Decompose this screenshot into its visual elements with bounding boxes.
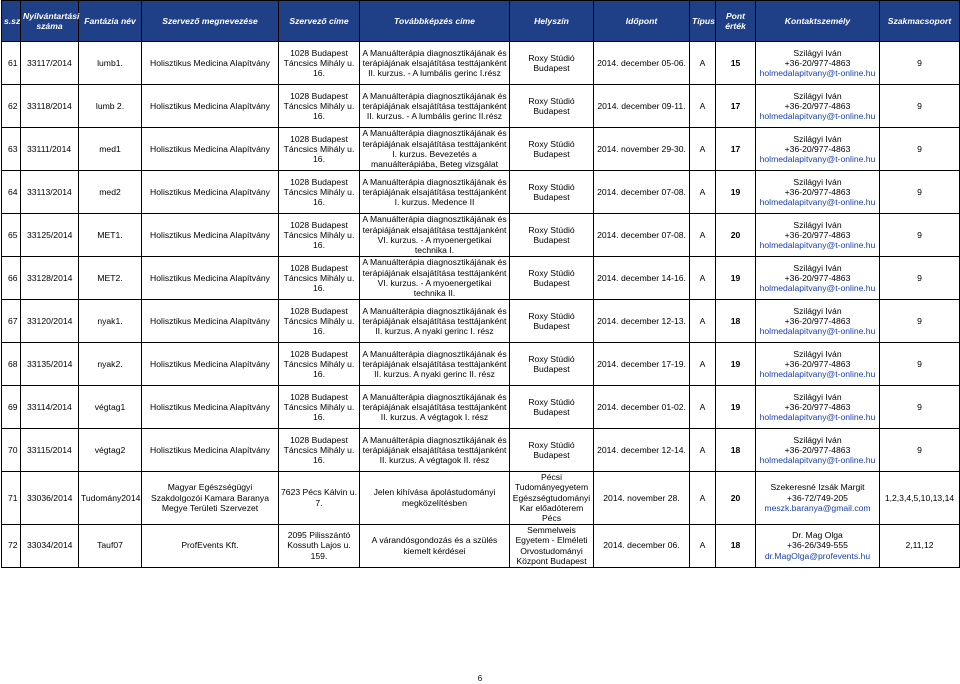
- organizer-name: Holisztikus Medicina Alapítvány: [142, 386, 279, 429]
- contact-name: Dr. Mag Olga: [792, 530, 843, 541]
- row-index: 67: [2, 300, 21, 343]
- points-value: 19: [716, 257, 756, 300]
- table-row: [2, 386, 960, 429]
- contact-person: [756, 42, 880, 85]
- registry-number: 33118/2014: [21, 85, 79, 128]
- fantasy-name: Tauf07: [79, 524, 142, 567]
- organizer-address: 1028 Budapest Táncsics Mihály u. 16.: [279, 85, 360, 128]
- table-row: [2, 343, 960, 386]
- row-index: 65: [2, 214, 21, 257]
- contact-phone: +36-20/977-4863: [784, 401, 851, 412]
- row-index: 69: [2, 386, 21, 429]
- contact-person: [756, 472, 880, 525]
- organizer-name: Holisztikus Medicina Alapítvány: [142, 128, 279, 171]
- header-points: Pont érték: [716, 1, 756, 42]
- header-organizer-address: Szervező címe: [279, 1, 360, 42]
- header-contact: Kontaktszemély: [756, 1, 880, 42]
- table-body: [2, 42, 960, 568]
- course-date: 2014. december 06.: [594, 524, 690, 567]
- organizer-name: Holisztikus Medicina Alapítvány: [142, 171, 279, 214]
- venue: Roxy Stúdió Budapest: [510, 343, 594, 386]
- organizer-address: 1028 Budapest Táncsics Mihály u. 16.: [279, 42, 360, 85]
- organizer-name: Holisztikus Medicina Alapítvány: [142, 85, 279, 128]
- professional-group: 9: [880, 429, 960, 472]
- course-type: A: [690, 257, 716, 300]
- header-index: s.sz: [2, 1, 21, 42]
- contact-phone: +36-20/977-4863: [784, 57, 851, 68]
- course-title: A Manuálterápia diagnosztikájának és terápiájának elsajátítása testtájanként II. kurzus. - A lumbális gerinc II.rész: [360, 85, 510, 128]
- fantasy-name: lumb1.: [79, 42, 142, 85]
- course-title: A Manuálterápia diagnosztikájának és terápiájának elsajátítása testtájanként II. kurzus. - A lumbális gerinc I.rész: [360, 42, 510, 85]
- contact-name: Szilágyi Iván: [793, 176, 842, 187]
- fantasy-name: nyak1.: [79, 300, 142, 343]
- course-date: 2014. december 07-08.: [594, 214, 690, 257]
- course-type: A: [690, 472, 716, 525]
- points-value: 19: [716, 171, 756, 214]
- row-index: 71: [2, 472, 21, 525]
- header-row: [2, 1, 960, 42]
- contact-name: Szilágyi Iván: [793, 348, 842, 359]
- registry-number: 33120/2014: [21, 300, 79, 343]
- contact-email: holmedalapitvany@t-online.hu: [759, 369, 876, 380]
- contact-person: [756, 85, 880, 128]
- course-title: A várandósgondozás és a szülés kiemelt kérdései: [360, 524, 510, 567]
- venue: Semmelweis Egyetem - Elméleti Orvostudományi Központ Budapest: [510, 524, 594, 567]
- professional-group: 9: [880, 171, 960, 214]
- professional-group: 9: [880, 386, 960, 429]
- row-index: 72: [2, 524, 21, 567]
- points-value: 19: [716, 386, 756, 429]
- contact-person: [756, 300, 880, 343]
- contact-person: [756, 214, 880, 257]
- contact-phone: +36-20/977-4863: [784, 229, 851, 240]
- course-type: A: [690, 343, 716, 386]
- venue: Roxy Stúdió Budapest: [510, 429, 594, 472]
- course-title: A Manuálterápia diagnosztikájának és terápiájának elsajátítása testtájanként II. kurzus. A nyaki gerinc II. rész: [360, 343, 510, 386]
- course-date: 2014. december 05-06.: [594, 42, 690, 85]
- contact-person: [756, 429, 880, 472]
- registry-number: 33034/2014: [21, 524, 79, 567]
- fantasy-name: végtag2: [79, 429, 142, 472]
- venue: Roxy Stúdió Budapest: [510, 128, 594, 171]
- course-type: A: [690, 42, 716, 85]
- contact-person: [756, 343, 880, 386]
- professional-group: 9: [880, 42, 960, 85]
- contact-person: [756, 171, 880, 214]
- points-value: 18: [716, 429, 756, 472]
- contact-phone: +36-20/977-4863: [784, 315, 851, 326]
- organizer-name: Magyar Egészségügyi Szakdolgozói Kamara Baranya Megye Területi Szervezet: [142, 472, 279, 525]
- contact-person: [756, 257, 880, 300]
- professional-group: 9: [880, 300, 960, 343]
- contact-email: meszk.baranya@gmail.com: [764, 502, 871, 513]
- page-number: 6: [477, 674, 483, 683]
- course-title: A Manuálterápia diagnosztikájának és terápiájának elsajátítása testtájanként II. kurzus. A végtagok I. rész: [360, 386, 510, 429]
- fantasy-name: MET2.: [79, 257, 142, 300]
- contact-email: holmedalapitvany@t-online.hu: [759, 111, 876, 122]
- organizer-address: 1028 Budapest Táncsics Mihály u. 16.: [279, 429, 360, 472]
- contact-phone: +36-20/977-4863: [784, 186, 851, 197]
- points-value: 17: [716, 128, 756, 171]
- contact-name: Szekeresné Izsák Margit: [770, 482, 865, 493]
- fantasy-name: med1: [79, 128, 142, 171]
- contact-name: Szilágyi Iván: [793, 434, 842, 445]
- organizer-address: 1028 Budapest Táncsics Mihály u. 16.: [279, 343, 360, 386]
- organizer-address: 1028 Budapest Táncsics Mihály u. 16.: [279, 128, 360, 171]
- course-type: A: [690, 386, 716, 429]
- row-index: 61: [2, 42, 21, 85]
- points-value: 17: [716, 85, 756, 128]
- fantasy-name: Tudomány2014: [79, 472, 142, 525]
- registry-number: 33125/2014: [21, 214, 79, 257]
- row-index: 62: [2, 85, 21, 128]
- registry-number: 33117/2014: [21, 42, 79, 85]
- contact-name: Szilágyi Iván: [793, 90, 842, 101]
- points-value: 18: [716, 300, 756, 343]
- table-row: [2, 85, 960, 128]
- course-title: A Manuálterápia diagnosztikájának és terápiájának elsajátítása testtájanként VI. kurzus. - A myoenergetikai technika II.: [360, 257, 510, 300]
- course-date: 2014. december 01-02.: [594, 386, 690, 429]
- points-value: 19: [716, 343, 756, 386]
- contact-name: Szilágyi Iván: [793, 47, 842, 58]
- contact-email: holmedalapitvany@t-online.hu: [759, 455, 876, 466]
- contact-person: [756, 386, 880, 429]
- course-type: A: [690, 85, 716, 128]
- course-date: 2014. december 12-13.: [594, 300, 690, 343]
- professional-group: 9: [880, 214, 960, 257]
- table-row: [2, 171, 960, 214]
- venue: Roxy Stúdió Budapest: [510, 300, 594, 343]
- course-type: A: [690, 214, 716, 257]
- table-row: [2, 42, 960, 85]
- organizer-address: 1028 Budapest Táncsics Mihály u. 16.: [279, 171, 360, 214]
- row-index: 64: [2, 171, 21, 214]
- course-title: A Manuálterápia diagnosztikájának és terápiájának elsajátítása testtájanként I. kurzus. Bevezetés a manuálterápiába, Beteg vizsgálat: [360, 128, 510, 171]
- course-date: 2014. december 12-14.: [594, 429, 690, 472]
- course-type: A: [690, 300, 716, 343]
- header-registry-number: Nyilvántartási száma: [21, 1, 79, 42]
- contact-phone: +36-20/977-4863: [784, 358, 851, 369]
- organizer-name: Holisztikus Medicina Alapítvány: [142, 429, 279, 472]
- organizer-address: 7623 Pécs Kálvin u. 7.: [279, 472, 360, 525]
- course-date: 2014. november 29-30.: [594, 128, 690, 171]
- contact-name: Szilágyi Iván: [793, 305, 842, 316]
- venue: Pécsi Tudományegyetem Egészségtudományi Kar előadóterem Pécs: [510, 472, 594, 525]
- table-row: [2, 214, 960, 257]
- contact-email: holmedalapitvany@t-online.hu: [759, 283, 876, 294]
- contact-email: holmedalapitvany@t-online.hu: [759, 240, 876, 251]
- contact-person: [756, 524, 880, 567]
- professional-group: 9: [880, 85, 960, 128]
- registry-number: 33036/2014: [21, 472, 79, 525]
- contact-name: Szilágyi Iván: [793, 391, 842, 402]
- professional-group: 2,11,12: [880, 524, 960, 567]
- contact-email: holmedalapitvany@t-online.hu: [759, 326, 876, 337]
- organizer-name: Holisztikus Medicina Alapítvány: [142, 300, 279, 343]
- course-type: A: [690, 524, 716, 567]
- course-title: A Manuálterápia diagnosztikájának és terápiájának elsajátítása testtájanként I. kurzus. Medence II: [360, 171, 510, 214]
- table-row: [2, 128, 960, 171]
- points-value: 20: [716, 472, 756, 525]
- course-date: 2014. december 14-16.: [594, 257, 690, 300]
- contact-email: dr.MagOlga@profevents.hu: [764, 550, 871, 561]
- registry-number: 33114/2014: [21, 386, 79, 429]
- venue: Roxy Stúdió Budapest: [510, 386, 594, 429]
- row-index: 63: [2, 128, 21, 171]
- organizer-address: 1028 Budapest Táncsics Mihály u. 16.: [279, 386, 360, 429]
- registry-number: 33135/2014: [21, 343, 79, 386]
- course-type: A: [690, 429, 716, 472]
- header-date: Időpont: [594, 1, 690, 42]
- professional-group: 1,2,3,4,5,10,13,14: [880, 472, 960, 525]
- organizer-name: ProfEvents Kft.: [142, 524, 279, 567]
- fantasy-name: nyak2.: [79, 343, 142, 386]
- table-row: [2, 429, 960, 472]
- row-index: 70: [2, 429, 21, 472]
- contact-email: holmedalapitvany@t-online.hu: [759, 68, 876, 79]
- organizer-address: 2095 Pilisszántó Kossuth Lajos u. 159.: [279, 524, 360, 567]
- fantasy-name: végtag1: [79, 386, 142, 429]
- contact-phone: +36-72/749-205: [787, 492, 848, 503]
- table-row: [2, 524, 960, 567]
- contact-email: holmedalapitvany@t-online.hu: [759, 154, 876, 165]
- organizer-address: 1028 Budapest Táncsics Mihály u. 16.: [279, 300, 360, 343]
- professional-group: 9: [880, 257, 960, 300]
- course-type: A: [690, 171, 716, 214]
- course-title: A Manuálterápia diagnosztikájának és terápiájának elsajátítása testtájanként II. kurzus. A végtagok II. rész: [360, 429, 510, 472]
- fantasy-name: med2: [79, 171, 142, 214]
- course-title: Jelen kihívása ápolástudományi megközelítésben: [360, 472, 510, 525]
- fantasy-name: MET1.: [79, 214, 142, 257]
- registry-number: 33111/2014: [21, 128, 79, 171]
- contact-person: [756, 128, 880, 171]
- course-date: 2014. november 28.: [594, 472, 690, 525]
- course-title: A Manuálterápia diagnosztikájának és terápiájának elsajátítása testtájanként VI. kurzus. - A myoenergetikai technika I.: [360, 214, 510, 257]
- row-index: 66: [2, 257, 21, 300]
- course-date: 2014. december 07-08.: [594, 171, 690, 214]
- header-fantasy-name: Fantázia név: [79, 1, 142, 42]
- header-type: Típus: [690, 1, 716, 42]
- row-index: 68: [2, 343, 21, 386]
- header-course-title: Továbbképzés címe: [360, 1, 510, 42]
- registry-number: 33113/2014: [21, 171, 79, 214]
- contact-phone: +36-20/977-4863: [784, 143, 851, 154]
- header-venue: Helyszín: [510, 1, 594, 42]
- organizer-name: Holisztikus Medicina Alapítvány: [142, 214, 279, 257]
- table-row: [2, 300, 960, 343]
- organizer-name: Holisztikus Medicina Alapítvány: [142, 42, 279, 85]
- header-professional-group: Szakmacsoport: [880, 1, 960, 42]
- contact-phone: +36-26/349-555: [787, 540, 848, 551]
- organizer-name: Holisztikus Medicina Alapítvány: [142, 257, 279, 300]
- professional-group: 9: [880, 343, 960, 386]
- contact-name: Szilágyi Iván: [793, 262, 842, 273]
- organizer-address: 1028 Budapest Táncsics Mihály u. 16.: [279, 257, 360, 300]
- course-type: A: [690, 128, 716, 171]
- organizer-name: Holisztikus Medicina Alapítvány: [142, 343, 279, 386]
- header-organizer: Szervező megnevezése: [142, 1, 279, 42]
- registry-number: 33115/2014: [21, 429, 79, 472]
- contact-phone: +36-20/977-4863: [784, 100, 851, 111]
- contact-email: holmedalapitvany@t-online.hu: [759, 197, 876, 208]
- course-title: A Manuálterápia diagnosztikájának és terápiájának elsajátítása testtájanként II. kurzus. A nyaki gerinc I. rész: [360, 300, 510, 343]
- points-value: 15: [716, 42, 756, 85]
- accreditation-table: [1, 0, 960, 568]
- contact-phone: +36-20/977-4863: [784, 272, 851, 283]
- venue: Roxy Stúdió Budapest: [510, 85, 594, 128]
- points-value: 18: [716, 524, 756, 567]
- contact-name: Szilágyi Iván: [793, 133, 842, 144]
- course-date: 2014. december 09-11.: [594, 85, 690, 128]
- fantasy-name: lumb 2.: [79, 85, 142, 128]
- points-value: 20: [716, 214, 756, 257]
- venue: Roxy Stúdió Budapest: [510, 42, 594, 85]
- table-row: [2, 472, 960, 525]
- registry-number: 33128/2014: [21, 257, 79, 300]
- venue: Roxy Stúdió Budapest: [510, 214, 594, 257]
- contact-phone: +36-20/977-4863: [784, 444, 851, 455]
- organizer-address: 1028 Budapest Táncsics Mihály u. 16.: [279, 214, 360, 257]
- professional-group: 9: [880, 128, 960, 171]
- course-date: 2014. december 17-19.: [594, 343, 690, 386]
- contact-email: holmedalapitvany@t-online.hu: [759, 412, 876, 423]
- venue: Roxy Stúdió Budapest: [510, 257, 594, 300]
- venue: Roxy Stúdió Budapest: [510, 171, 594, 214]
- contact-name: Szilágyi Iván: [793, 219, 842, 230]
- table-row: [2, 257, 960, 300]
